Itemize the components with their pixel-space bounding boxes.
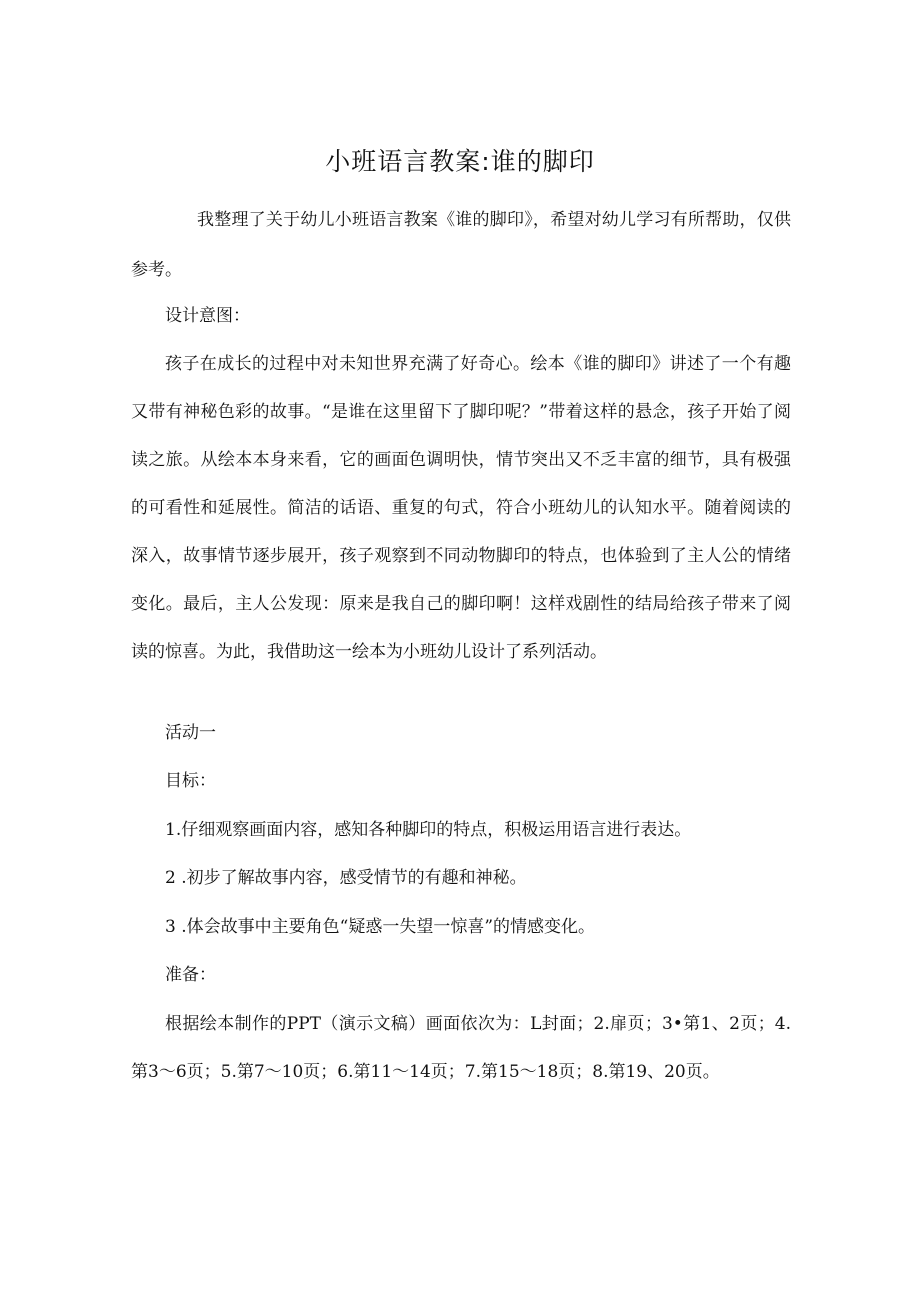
goals-heading: 目标： [165,771,216,791]
design-intent-paragraph: 孩子在成长的过程中对未知世界充满了好奇心。绘本《谁的脚印》讲述了一个有趣又带有神秘色彩的故事。“是谁在这里留下了脚印呢？”带着这样的悬念，孩子开始了阅读之旅。从绘本本身来看，它的画面色调明快，情节突出又不乏丰富的细节，具有极强的可看性和延展性。简洁的话语、重复的句式，符合小班幼儿的认知水平。随着阅读的深入，故事情节逐步展开，孩子观察到不同动物脚印的特点，也体验到了主人公的情绪变化。最后，主人公发现：原来是我自己的脚印啊！这样戏剧性的结局给孩子带来了阅读的惊喜。为此，我借助这一绘本为小班幼儿设计了系列活动。 [131,354,791,662]
goal-item-2: 2 .初步了解故事内容，感受情节的有趣和神秘。 [165,868,527,888]
goal-item-1: 1.仔细观察画面内容，感知各种脚印的特点，积极运用语言进行表达。 [165,820,692,840]
preparation-heading: 准备： [165,965,216,985]
intro-paragraph: 我整理了关于幼儿小班语言教案《谁的脚印》，希望对幼儿学习有所帮助，仅供参考。 [131,210,791,280]
activity-heading: 活动一 [165,723,216,743]
goal-item-3: 3 .体会故事中主要角色“疑惑一失望一惊喜”的情感变化。 [165,917,596,937]
preparation-paragraph: 根据绘本制作的PPT（演示文稿）画面依次为：L封面；2.扉页；3•第1、2页；4.第3～6页；5.第7～10页；6.第11～14页；7.第15～18页；8.第19、20页。 [131,1014,791,1082]
page-title: 小班语言教案:谁的脚印 [325,147,595,176]
design-intent-heading: 设计意图： [165,306,250,326]
